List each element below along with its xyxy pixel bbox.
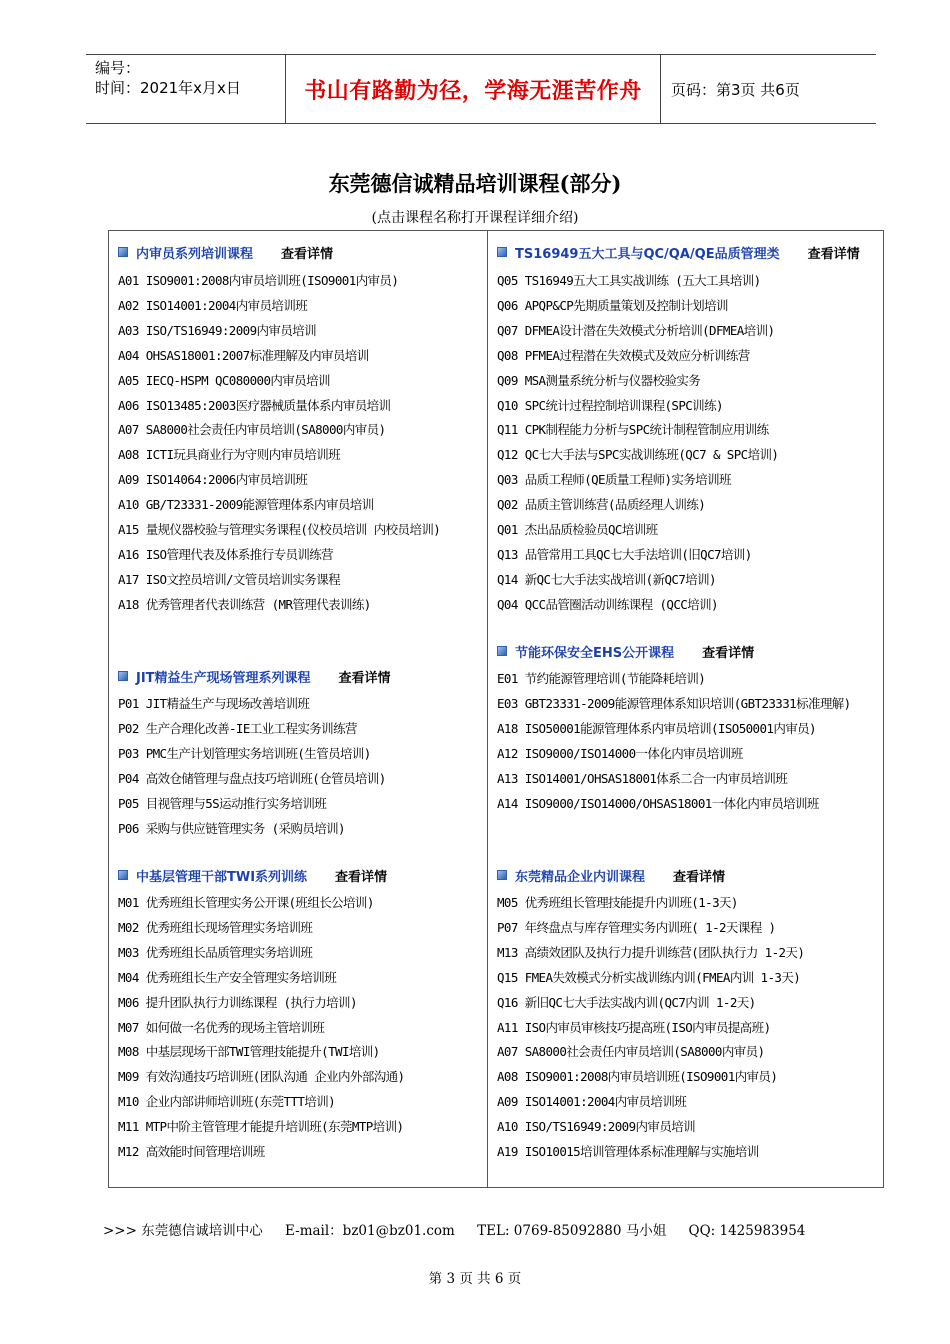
course-item[interactable]: Q13 品管常用工具QC七大手法培训(旧QC7培训) xyxy=(497,546,752,562)
header-motto: 书山有路勤为径，学海无涯苦作舟 xyxy=(286,55,661,123)
course-list xyxy=(497,269,879,618)
course-item[interactable]: A08 ICTI玩具商业行为守则内审员培训班 xyxy=(118,447,341,463)
course-item[interactable]: M06 提升团队执行力训练课程 (执行力培训) xyxy=(118,994,357,1010)
section-header xyxy=(497,243,860,261)
course-item[interactable]: Q11 CPK制程能力分析与SPC统计制程管制应用训练 xyxy=(497,422,769,438)
course-item[interactable]: Q01 杰出品质检验员QC培训班 xyxy=(497,522,658,538)
course-list xyxy=(118,891,483,1165)
view-details-link[interactable]: 查看详情 xyxy=(281,246,334,262)
course-item[interactable]: Q12 QC七大手法与SPC实战训练班(QC7 & SPC培训) xyxy=(497,447,779,463)
course-item[interactable]: A14 ISO9000/ISO14000/OHSAS18001一体化内审员培训班 xyxy=(497,795,819,811)
course-item[interactable]: A07 SA8000社会责任内审员培训(SA8000内审员) xyxy=(497,1044,765,1060)
course-item[interactable]: Q15 FMEA失效模式分析实战训练内训(FMEA内训 1-3天) xyxy=(497,969,801,985)
section-square-icon xyxy=(118,671,128,681)
section-header xyxy=(497,642,754,660)
section-header xyxy=(497,866,725,884)
course-item[interactable]: E01 节约能源管理培训(节能降耗培训) xyxy=(497,671,706,686)
view-details-link[interactable]: 查看详情 xyxy=(335,869,388,885)
course-item[interactable]: A11 ISO内审员审核技巧提高班(ISO内审员提高班) xyxy=(497,1019,771,1035)
course-item[interactable]: A18 ISO50001能源管理体系内审员培训(ISO50001内审员) xyxy=(497,720,816,736)
course-item[interactable]: Q16 新旧QC七大手法实战内训(QC7内训 1-2天) xyxy=(497,994,756,1010)
section-title-link[interactable]: 中基层管理干部TWI系列训练 xyxy=(136,869,308,885)
course-item[interactable]: A10 ISO/TS16949:2009内审员培训 xyxy=(497,1119,696,1135)
view-details-link[interactable]: 查看详情 xyxy=(807,246,860,262)
course-item[interactable]: A04 OHSAS18001:2007标准理解及内审员培训 xyxy=(118,347,369,363)
course-item[interactable]: A05 IECQ-HSPM QC080000内审员培训 xyxy=(118,372,330,388)
section-header xyxy=(118,243,333,261)
course-item[interactable]: A07 SA8000社会责任内审员培训(SA8000内审员) xyxy=(118,422,386,438)
section-square-icon xyxy=(118,247,128,257)
course-item[interactable]: M10 企业内部讲师培训班(东莞TTT培训) xyxy=(118,1094,336,1110)
course-item[interactable]: M11 MTP中阶主管管理才能提升培训班(东莞MTP培训) xyxy=(118,1119,404,1135)
course-item[interactable]: M08 中基层现场干部TWI管理技能提升(TWI培训) xyxy=(118,1044,380,1060)
view-details-link[interactable]: 查看详情 xyxy=(673,869,726,885)
course-item[interactable]: A09 ISO14001:2004内审员培训班 xyxy=(497,1094,687,1110)
page-title: 东莞德信诚精品培训课程(部分) xyxy=(328,171,622,196)
page-header xyxy=(86,54,876,124)
course-item[interactable]: M01 优秀班组长管理实务公开课(班组长公培训) xyxy=(118,895,374,910)
course-item[interactable]: P04 高效仓储管理与盘点技巧培训班(仓管员培训) xyxy=(118,770,386,786)
header-page-info: 页码：第3页 共6页 xyxy=(671,80,800,99)
course-item[interactable]: Q10 SPC统计过程控制培训课程(SPC训练) xyxy=(497,397,723,413)
course-item[interactable]: A09 ISO14064:2006内审员培训班 xyxy=(118,472,308,488)
course-item[interactable]: P05 目视管理与5S运动推行实务培训班 xyxy=(118,795,327,811)
section-square-icon xyxy=(497,247,507,257)
section-title-link[interactable]: 内审员系列培训课程 xyxy=(136,246,254,262)
email-link[interactable]: E-mail：bz01@bz01.com xyxy=(285,1223,455,1239)
right-column xyxy=(488,231,883,1187)
course-item[interactable]: P02 生产合理化改善-IE工业工程实务训练营 xyxy=(118,720,357,736)
course-item[interactable]: A19 ISO10015培训管理体系标准理解与实施培训 xyxy=(497,1144,759,1160)
page-subtitle: (点击课程名称打开课程详细介绍) xyxy=(371,210,579,226)
header-meta xyxy=(86,55,286,123)
phone-text: TEL: 0769-85092880 马小姐 xyxy=(477,1223,667,1239)
course-item[interactable]: P07 年终盘点与库存管理实务内训班( 1-2天课程 ) xyxy=(497,919,776,935)
course-item[interactable]: A16 ISO管理代表及体系推行专员训练营 xyxy=(118,546,334,562)
course-item[interactable]: Q07 DFMEA设计潜在失效模式分析培训(DFMEA培训) xyxy=(497,322,775,338)
time-label: 时间：2021年x月x日 xyxy=(95,79,241,97)
course-list xyxy=(497,667,879,816)
course-item[interactable]: M02 优秀班组长现场管理实务培训班 xyxy=(118,919,313,935)
section-square-icon xyxy=(497,870,507,880)
course-item[interactable]: M07 如何做一名优秀的现场主管培训班 xyxy=(118,1019,325,1035)
course-list xyxy=(118,269,483,618)
contact-footer xyxy=(103,1219,823,1239)
course-item[interactable]: A08 ISO9001:2008内审员培训班(ISO9001内审员) xyxy=(497,1069,778,1085)
course-item[interactable]: A06 ISO13485:2003医疗器械质量体系内审员培训 xyxy=(118,397,391,413)
section-square-icon xyxy=(118,870,128,880)
course-item[interactable]: P01 JIT精益生产与现场改善培训班 xyxy=(118,696,310,711)
course-list xyxy=(118,692,483,841)
number-label: 编号： xyxy=(95,59,141,77)
course-item[interactable]: A13 ISO14001/OHSAS18001体系二合一内审员培训班 xyxy=(497,770,788,786)
page-number: 第 3 页 共 6 页 xyxy=(428,1271,522,1287)
course-item[interactable]: M12 高效能时间管理培训班 xyxy=(118,1144,265,1160)
course-item[interactable]: Q09 MSA测量系统分析与仪器校验实务 xyxy=(497,372,701,388)
course-list xyxy=(497,891,879,1165)
section-header xyxy=(118,667,391,685)
section-square-icon xyxy=(497,646,507,656)
course-item[interactable]: M03 优秀班组长品质管理实务培训班 xyxy=(118,944,313,960)
qq-text: QQ: 1425983954 xyxy=(688,1223,806,1239)
course-item[interactable]: Q14 新QC七大手法实战培训(新QC7培训) xyxy=(497,571,716,587)
course-item[interactable]: A17 ISO文控员培训/文管员培训实务课程 xyxy=(118,571,341,587)
course-item[interactable]: A01 ISO9001:2008内审员培训班(ISO9001内审员) xyxy=(118,273,399,288)
course-item[interactable]: P03 PMC生产计划管理实务培训班(生管员培训) xyxy=(118,745,371,761)
course-item[interactable]: A03 ISO/TS16949:2009内审员培训 xyxy=(118,322,317,338)
course-item[interactable]: M05 优秀班组长管理技能提升内训班(1-3天) xyxy=(497,895,738,910)
course-item[interactable]: A15 量规仪器校验与管理实务课程(仪校员培训 内校员培训) xyxy=(118,522,441,538)
left-column xyxy=(109,231,488,1187)
course-item[interactable]: Q02 品质主管训练营(品质经理人训练) xyxy=(497,497,706,513)
course-item[interactable]: P06 采购与供应链管理实务 (采购员培训) xyxy=(118,820,345,836)
course-item[interactable]: Q08 PFMEA过程潜在失效模式及效应分析训练营 xyxy=(497,347,750,363)
course-item[interactable]: Q04 QCC品管圈活动训练课程 (QCC培训) xyxy=(497,596,718,612)
course-item[interactable]: Q03 品质工程师(QE质量工程师)实务培训班 xyxy=(497,472,731,488)
view-details-link[interactable]: 查看详情 xyxy=(338,670,391,686)
section-title-link[interactable]: TS16949五大工具与QC/QA/QE品质管理类 xyxy=(515,246,780,262)
course-table xyxy=(108,230,884,1188)
section-title-link[interactable]: 节能环保安全EHS公开课程 xyxy=(515,645,675,661)
section-title-link[interactable]: 东莞精品企业内训课程 xyxy=(515,869,646,885)
course-item[interactable]: M04 优秀班组长生产安全管理实务培训班 xyxy=(118,969,337,985)
course-item[interactable]: Q05 TS16949五大工具实战训练 (五大工具培训) xyxy=(497,273,761,288)
course-item[interactable]: A10 GB/T23331-2009能源管理体系内审员培训 xyxy=(118,497,374,513)
course-item[interactable]: Q06 APQP&CP先期质量策划及控制计划培训 xyxy=(497,297,728,313)
course-item[interactable]: E03 GBT23331-2009能源管理体系知识培训(GBT23331标准理解) xyxy=(497,695,851,711)
center-name: >>> 东莞德信诚培训中心 xyxy=(103,1223,263,1239)
course-item[interactable]: M09 有效沟通技巧培训班(团队沟通 企业内外部沟通) xyxy=(118,1069,405,1085)
section-title-link[interactable]: JIT精益生产现场管理系列课程 xyxy=(136,670,311,686)
view-details-link[interactable]: 查看详情 xyxy=(702,645,755,661)
section-header xyxy=(118,866,387,884)
course-item[interactable]: A02 ISO14001:2004内审员培训班 xyxy=(118,297,308,313)
course-item[interactable]: A18 优秀管理者代表训练营 (MR管理代表训练) xyxy=(118,596,371,612)
course-item[interactable]: M13 高绩效团队及执行力提升训练营(团队执行力 1-2天) xyxy=(497,944,805,960)
course-item[interactable]: A12 ISO9000/ISO14000一体化内审员培训班 xyxy=(497,745,743,761)
